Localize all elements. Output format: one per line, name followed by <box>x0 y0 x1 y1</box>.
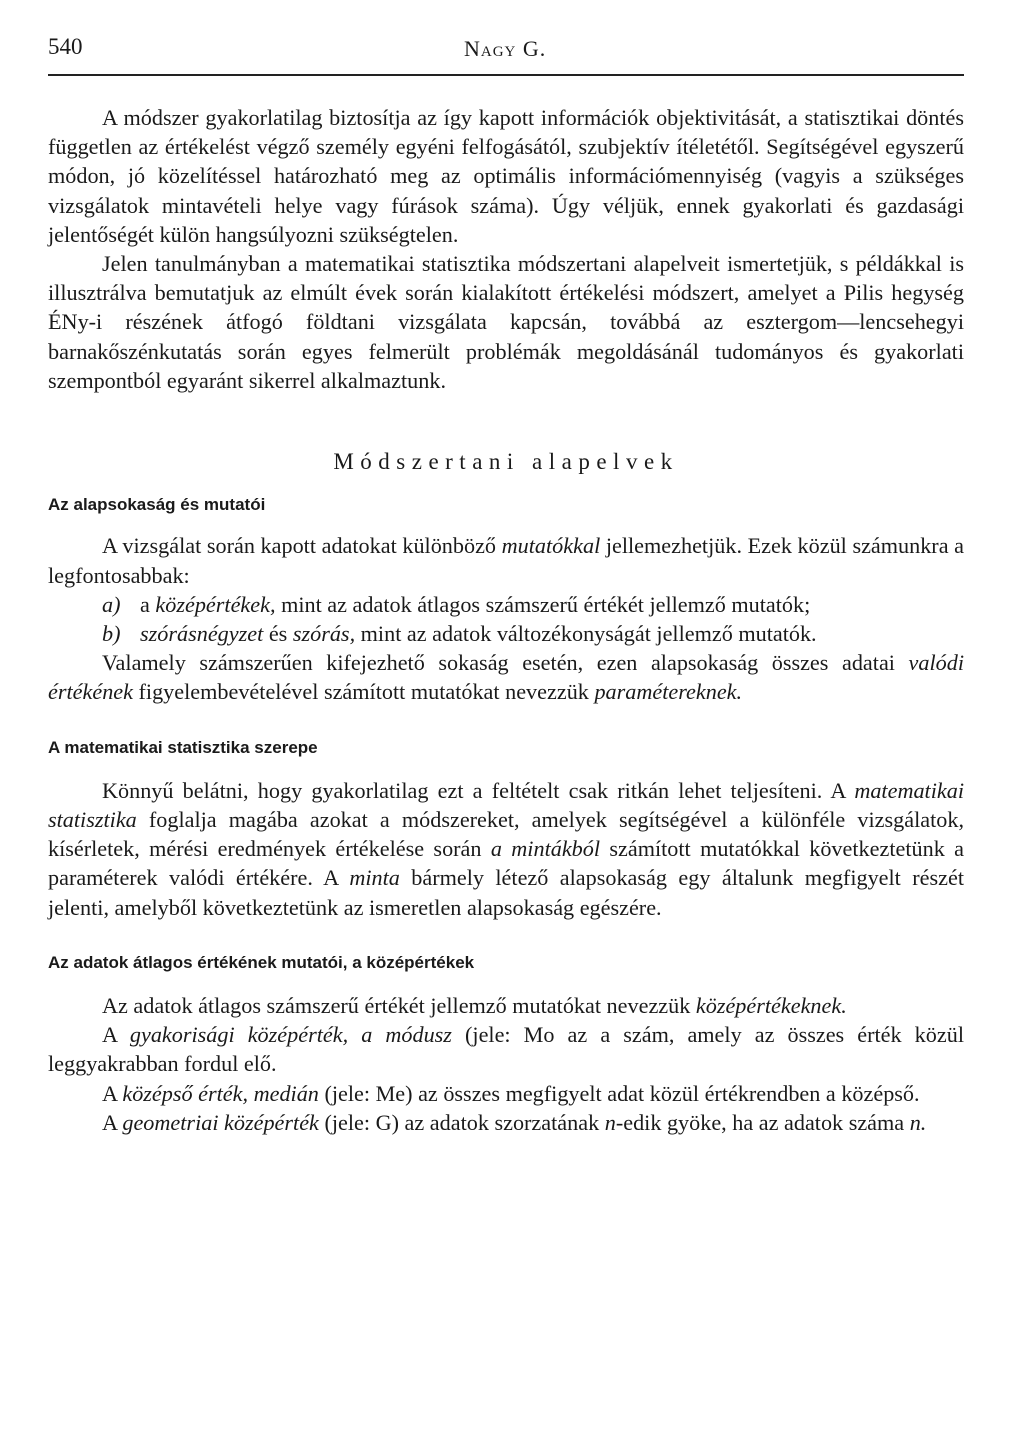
alapsokasag-paragraph-1: A vizsgálat során kapott adatokat különböző mutatókkal jellemezhetjük. Ezek közül számunkra a legfontosabbak: <box>48 533 964 588</box>
subheading-kozepertekek: Az adatok átlagos értékének mutatói, a középértékek <box>48 952 475 972</box>
page-number: 540 <box>48 34 83 59</box>
szerepe-paragraph: Könnyű belátni, hogy gyakorlatilag ezt a feltételt csak ritkán lehet teljesíteni. A matematikai statisztika foglalja magába azokat a módszereket, amelyek segítségével a különféle vizsgálatok, kísérletek, mérési eredmények értékelése során a mintákból számított mutatókkal következtetünk a paraméterek valódi értékére. A minta bármely létező alapsokaság egy általunk megfigyelt részét jelenti, amelyből következtetünk az ismeretlen alapsokaság egészére. <box>48 777 964 920</box>
running-head: Nagy G. <box>464 36 547 61</box>
list-label-a: a) <box>102 591 121 617</box>
page-body <box>48 103 964 1137</box>
kozepertekek-paragraph-1: Az adatok átlagos számszerű értékét jellemző mutatókat nevezzük középértékeknek. <box>102 993 847 1019</box>
alapsokasag-paragraph-2: Valamely számszerűen kifejezhető sokaság esetén, ezen alapsokaság összes adatai valódi értékének figyelembevételével számított mutatókat nevezzük paramétereknek. <box>48 650 964 705</box>
list-item-b: b) szórásnégyzet és szórás, mint az adatok változékonyságát jellemző mutatók. <box>48 619 964 648</box>
list-label-b: b) <box>102 621 121 647</box>
list-item-a: a) a középértékek, mint az adatok átlagos számszerű értékét jellemző mutatók; <box>48 590 964 619</box>
intro-paragraph-1: A módszer gyakorlatilag biztosítja az így kapott információk objektivitását, a statisztikai döntés független az értékelést végző személy egyéni felfogásától, szubjektív ítéletétől. Segítségével egyszerű módon, jó közelítéssel határozható meg az optimális információmennyiség (vagyis a szükséges vizsgálatok mintavételi helye vagy fúrások száma). Úgy véljük, ennek gyakorlati és gazdasági jelentőségét külön hangsúlyozni szükségtelen. <box>48 105 964 247</box>
page-header <box>48 34 964 76</box>
kozepertekek-paragraph-4: A geometriai középérték (jele: G) az adatok szorzatának n-edik gyöke, ha az adatok száma n. <box>102 1109 927 1135</box>
subheading-alapsokasag: Az alapsokaság és mutatói <box>48 495 266 515</box>
intro-paragraph-2: Jelen tanulmányban a matematikai statisztika módszertani alapelveit ismertetjük, s példákkal is illusztrálva bemutatjuk az elmúlt évek során kialakított értékelési módszert, amelyet a Pilis hegység ÉNy-i részének átfogó földtani vizsgálata kapcsán, továbbá az esztergom—lencsehegyi barnakőszénkutatás során egyes felmerült problémák megoldásánál tudományos és gyakorlati szempontból egyaránt sikerrel alkalmaztunk. <box>48 251 964 393</box>
kozepertekek-paragraph-2: A gyakorisági középérték, a módusz (jele: Mo az a szám, amely az összes érték közül leggyakrabban fordul elő. <box>48 1022 964 1077</box>
kozepertekek-paragraph-3: A középső érték, medián (jele: Me) az összes megfigyelt adat közül értékrendben a középső. <box>102 1080 920 1106</box>
section-title: Módszertani alapelvek <box>333 449 679 475</box>
subheading-szerepe: A matematikai statisztika szerepe <box>48 737 318 757</box>
